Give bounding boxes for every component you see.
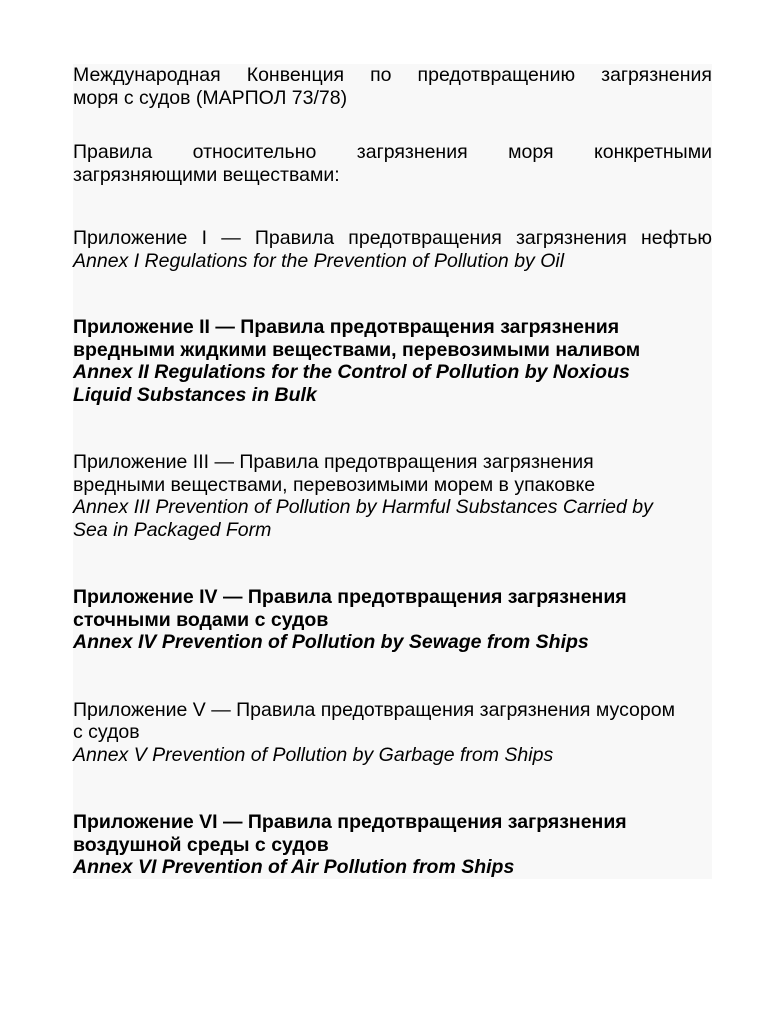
annex-3-en-line-1: Annex III Prevention of Pollution by Harmful Substances Carried by xyxy=(73,496,653,518)
rules-intro xyxy=(73,141,712,186)
annex-3-en-line-2: Sea in Packaged Form xyxy=(73,518,272,541)
annex-2-ru-line-2: вредными жидкими веществами, перевозимыми наливом xyxy=(73,338,641,361)
annex-4-ru-line-2: сточными водами с судов xyxy=(73,608,329,631)
annex-6-ru-line-1: Приложение VI — Правила предотвращения загрязнения xyxy=(73,811,627,833)
annex-6-ru-line-2: воздушной среды с судов xyxy=(73,833,329,856)
convention-title-line-2: моря с судов (МАРПОЛ 73/78) xyxy=(73,86,348,109)
annex-2-ru-line-1: Приложение II — Правила предотвращения загрязнения xyxy=(73,316,620,338)
spacer xyxy=(73,109,712,141)
annex-4-en-line-1: Annex IV Prevention of Pollution by Sewage from Ships xyxy=(73,631,589,653)
annex-1-en-line-1: Annex I Regulations for the Prevention of Pollution by Oil xyxy=(73,249,565,272)
annex-5-ru-line-2: с судов xyxy=(73,721,140,743)
annex-2-en-line-2: Liquid Substances in Bulk xyxy=(73,383,317,406)
spacer xyxy=(73,272,712,316)
annex-2 xyxy=(73,316,712,406)
annex-1-ru-line-1: Приложение I — Правила предотвращения загрязнения нефтью xyxy=(73,227,712,249)
annex-6 xyxy=(73,811,712,879)
spacer xyxy=(73,406,712,451)
spacer xyxy=(73,654,712,699)
annex-5 xyxy=(73,699,712,767)
annex-4-ru-line-1: Приложение IV — Правила предотвращения загрязнения xyxy=(73,586,627,608)
annex-2-en-line-1: Annex II Regulations for the Control of Pollution by Noxious xyxy=(73,361,630,383)
annex-3 xyxy=(73,451,712,541)
annex-4 xyxy=(73,586,712,654)
annex-1 xyxy=(73,227,712,272)
annex-3-ru-line-1: Приложение III — Правила предотвращения загрязнения xyxy=(73,451,594,473)
convention-title-line-1: Международная Конвенция по предотвращению загрязнения xyxy=(73,64,712,86)
spacer xyxy=(73,766,712,811)
rules-intro-line-1: Правила относительно загрязнения моря конкретными xyxy=(73,141,712,163)
annex-5-en-line-1: Annex V Prevention of Pollution by Garbage from Ships xyxy=(73,743,554,766)
rules-intro-line-2: загрязняющими веществами: xyxy=(73,163,340,186)
spacer xyxy=(73,541,712,586)
annex-3-ru-line-2: вредными веществами, перевозимыми морем в упаковке xyxy=(73,473,596,496)
convention-title xyxy=(73,64,712,109)
annex-5-ru-line-1: Приложение V — Правила предотвращения загрязнения мусором xyxy=(73,698,675,721)
spacer xyxy=(73,186,712,227)
annex-6-en-line-1: Annex VI Prevention of Air Pollution from Ships xyxy=(73,856,515,878)
document-page xyxy=(73,64,712,879)
